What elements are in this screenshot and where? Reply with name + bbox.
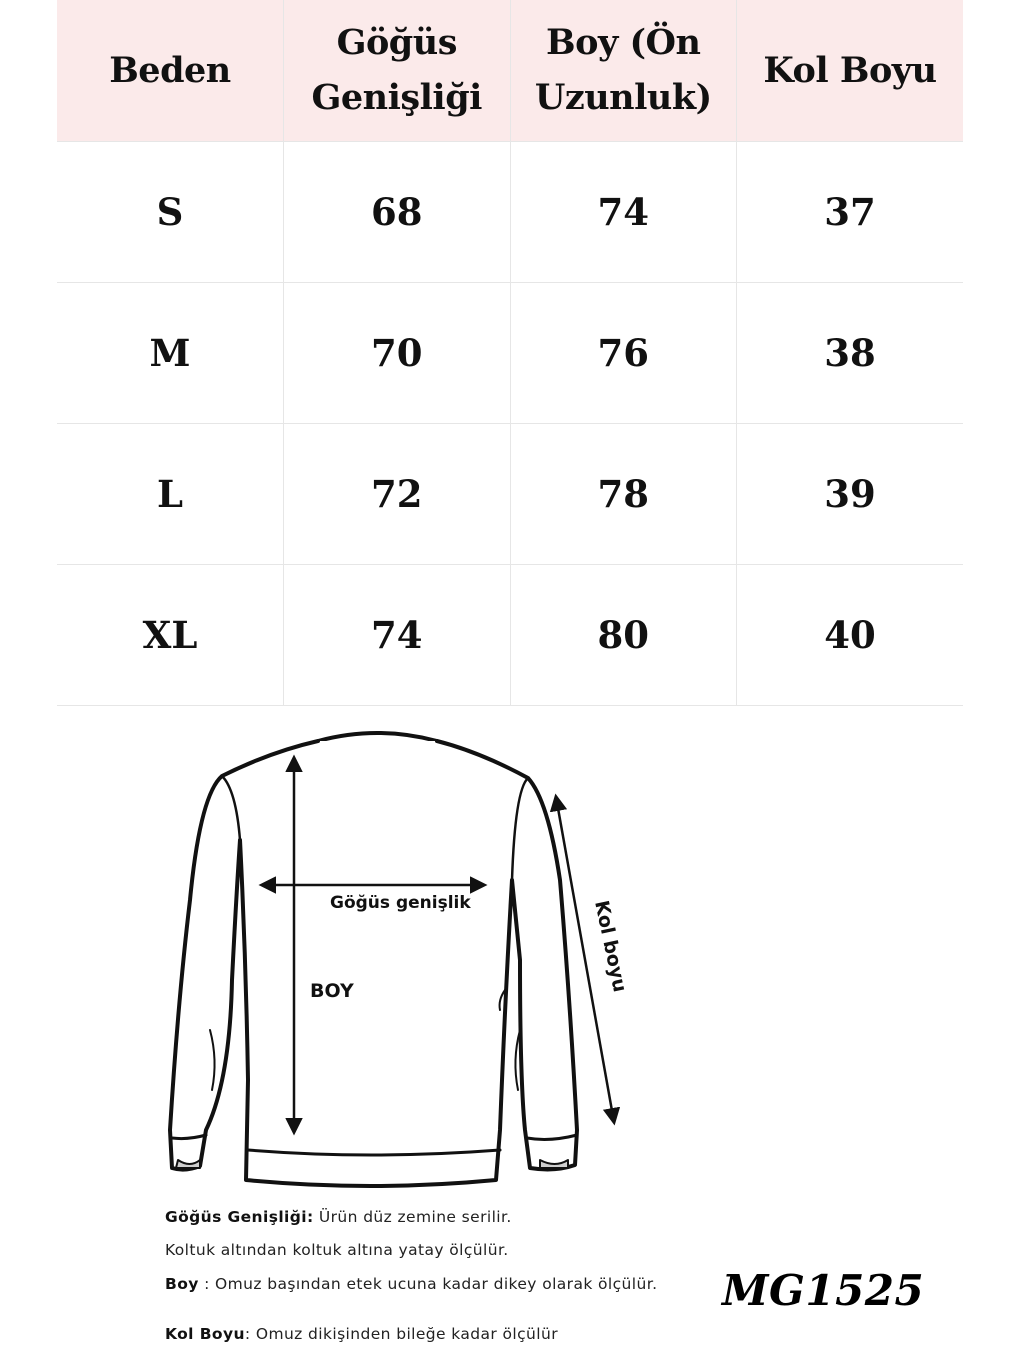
- length-note: [165, 1277, 685, 1292]
- chest-cell: 72: [284, 423, 511, 564]
- table-header-row: [57, 0, 963, 141]
- header-sleeve-length: Kol Boyu: [737, 0, 964, 141]
- length-label: BOY: [310, 980, 354, 1002]
- sweatshirt-icon: [170, 733, 577, 1186]
- length-cell: 78: [510, 423, 737, 564]
- header-length: Boy (Ön Uzunluk): [510, 0, 737, 141]
- size-cell: L: [57, 423, 284, 564]
- header-beden: Beden: [57, 0, 284, 141]
- sleeve-note: [165, 1327, 685, 1342]
- header-chest-width: Göğüs Genişliği: [284, 0, 511, 141]
- table-row: [57, 141, 963, 282]
- size-table: [57, 0, 963, 706]
- sleeve-cell: 40: [737, 564, 964, 705]
- size-cell: M: [57, 282, 284, 423]
- table-row: [57, 282, 963, 423]
- length-note-text: : Omuz başından etek ucuna kadar dikey olarak ölçülür.: [198, 1275, 658, 1293]
- sleeve-note-title: Kol Boyu: [165, 1325, 245, 1343]
- sleeve-cell: 38: [737, 282, 964, 423]
- chest-cell: 70: [284, 282, 511, 423]
- length-cell: 76: [510, 282, 737, 423]
- length-cell: 80: [510, 564, 737, 705]
- chest-note-line2: Koltuk altından koltuk altına yatay ölçülür.: [165, 1241, 509, 1259]
- sleeve-note-text: : Omuz dikişinden bileğe kadar ölçülür: [244, 1325, 558, 1343]
- chest-cell: 74: [284, 564, 511, 705]
- chest-label: Göğüs genişlik: [330, 893, 471, 913]
- size-cell: S: [57, 141, 284, 282]
- sleeve-cell: 39: [737, 423, 964, 564]
- size-cell: XL: [57, 564, 284, 705]
- chest-note-text: Ürün düz zemine serilir.: [313, 1208, 512, 1226]
- chest-note-title: Göğüs Genişliği:: [165, 1208, 314, 1226]
- table-row: [57, 564, 963, 705]
- chest-cell: 68: [284, 141, 511, 282]
- sleeve-label: Kol boyu: [590, 898, 631, 995]
- sweatshirt-diagram: [0, 705, 1020, 1205]
- length-cell: 74: [510, 141, 737, 282]
- length-note-title: Boy: [165, 1275, 199, 1293]
- sleeve-cell: 37: [737, 141, 964, 282]
- table-row: [57, 423, 963, 564]
- chest-note: [165, 1210, 685, 1225]
- product-code: MG1525: [722, 1266, 925, 1315]
